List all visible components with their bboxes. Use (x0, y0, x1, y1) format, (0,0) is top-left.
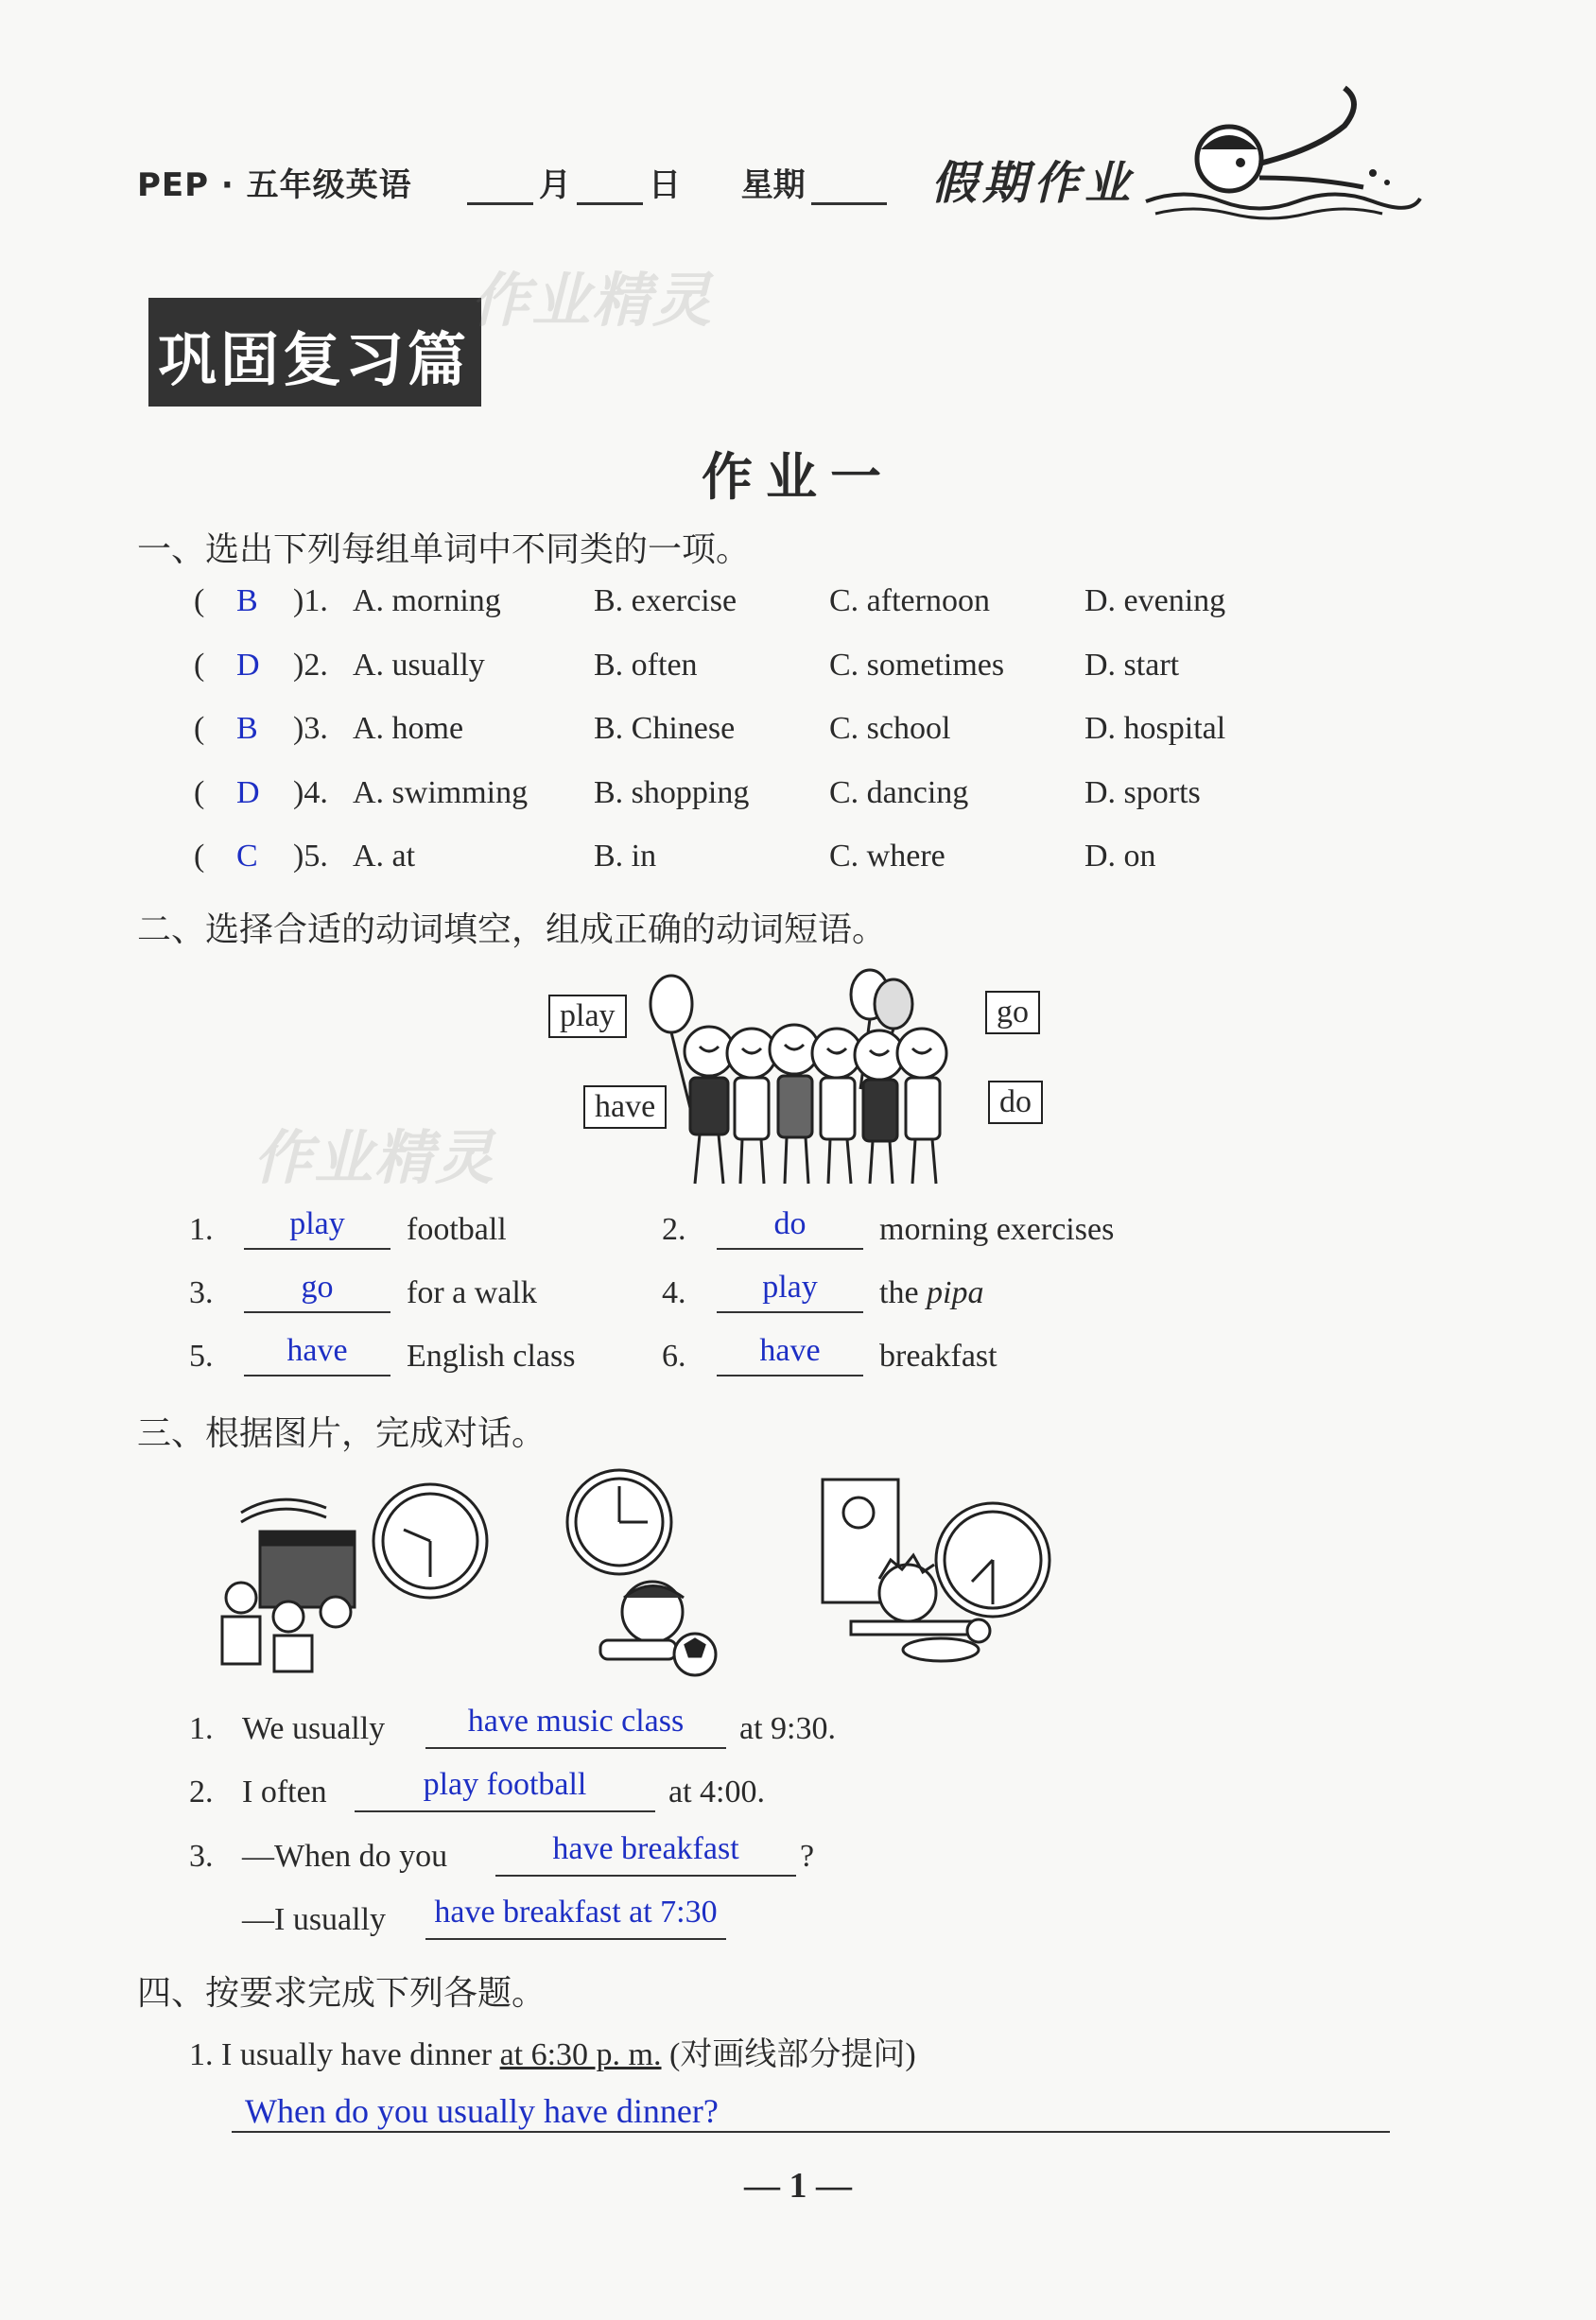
phrase-text: English class (407, 1339, 576, 1374)
option-c: C. sometimes (829, 647, 1005, 683)
answer-blank[interactable] (244, 1333, 390, 1376)
answer-blank[interactable] (244, 1270, 390, 1313)
option-a: A. home (353, 711, 464, 746)
month-blank[interactable] (467, 170, 533, 205)
music-class-illustration (203, 1475, 496, 1673)
item-number: 2. (189, 1775, 214, 1809)
question-number: )1. (293, 583, 328, 618)
option-d: D. on (1084, 839, 1156, 874)
answer-paren-open: ( (194, 711, 205, 746)
day-label: 日 (649, 166, 681, 204)
phrase-text: morning exercises (879, 1212, 1115, 1247)
football-illustration (553, 1465, 742, 1683)
item-number: 5. (189, 1339, 214, 1374)
part4-answer-line[interactable] (232, 2089, 1390, 2133)
option-a: A. usually (353, 647, 485, 683)
phrase-text: breakfast (879, 1339, 998, 1374)
option-c: C. dancing (829, 774, 969, 810)
sentence-start: I often (242, 1775, 327, 1809)
sentence-start: We usually (242, 1711, 386, 1746)
answer-choice[interactable]: D (236, 774, 260, 810)
item-number: 3. (189, 1839, 214, 1874)
brand-title: 假期作业 (931, 157, 1136, 210)
sentence-start: —I usually (242, 1902, 387, 1937)
part3-title: 三、根据图片，完成对话。 (137, 1414, 546, 1453)
question-number: )3. (293, 711, 328, 746)
watermark-2: 作业精灵 (253, 1123, 496, 1192)
verb-bubble-play: play (548, 995, 627, 1038)
series-label: PEP · 五年级英语 (137, 166, 412, 204)
homework-title: 作业一 (702, 447, 894, 507)
question-number: )4. (293, 774, 328, 810)
phrase-text: football (407, 1212, 507, 1247)
phrase-italic: pipa (927, 1275, 984, 1310)
part1-title: 一、选出下列每组单词中不同类的一项。 (137, 530, 751, 569)
phrase-text: for a walk (407, 1275, 537, 1310)
option-b: B. Chinese (594, 711, 736, 746)
answer-text: have (759, 1333, 821, 1368)
part4-q1-underlined: at 6:30 p. m. (499, 2037, 662, 2072)
answer-text: go (301, 1270, 334, 1305)
option-d: D. evening (1084, 583, 1226, 618)
answer-choice[interactable]: B (236, 583, 258, 618)
answer-paren-open: ( (194, 774, 205, 810)
answer-text: have breakfast (552, 1831, 739, 1866)
weekday-label: 星期 (740, 166, 806, 204)
option-a: A. at (353, 839, 416, 874)
item-number: 1. (189, 1711, 214, 1746)
sentence-end: ? (800, 1839, 815, 1874)
sentence-start: —When do you (242, 1839, 448, 1874)
answer-blank[interactable] (717, 1270, 863, 1313)
option-b: B. exercise (594, 583, 737, 618)
answer-text: have music class (467, 1704, 685, 1739)
answer-text: do (773, 1206, 807, 1241)
part4-answer: When do you usually have dinner? (245, 2092, 719, 2130)
answer-blank[interactable] (717, 1333, 863, 1376)
option-c: C. afternoon (829, 583, 990, 618)
option-a: A. swimming (353, 774, 529, 810)
answer-paren-open: ( (194, 583, 205, 618)
sentence-end: at 9:30. (739, 1711, 836, 1746)
answer-text: play (289, 1206, 345, 1241)
item-number: 2. (662, 1212, 686, 1247)
answer-blank[interactable] (355, 1767, 655, 1812)
answer-text: have (286, 1333, 348, 1368)
item-number: 3. (189, 1275, 214, 1310)
day-blank[interactable] (577, 170, 643, 205)
answer-blank[interactable] (495, 1831, 796, 1877)
option-b: B. in (594, 839, 657, 874)
answer-text: play (762, 1270, 818, 1305)
answer-blank[interactable] (717, 1206, 863, 1250)
option-c: C. where (829, 839, 945, 874)
answer-text: have breakfast at 7:30 (434, 1895, 718, 1930)
part4-title: 四、按要求完成下列各题。 (137, 1974, 546, 2013)
option-d: D. hospital (1084, 711, 1226, 746)
answer-paren-open: ( (194, 839, 205, 874)
watermark: 作业精灵 (471, 266, 714, 335)
answer-blank[interactable] (244, 1206, 390, 1250)
option-b: B. often (594, 647, 698, 683)
item-number: 1. (189, 1212, 214, 1247)
option-b: B. shopping (594, 774, 750, 810)
answer-text: play football (423, 1767, 587, 1802)
verb-bubble-do: do (988, 1081, 1043, 1124)
weekday-blank[interactable] (811, 170, 887, 205)
answer-blank[interactable] (425, 1704, 726, 1749)
swimmer-logo-icon (1146, 83, 1420, 225)
question-number: )5. (293, 839, 328, 874)
sentence-end: at 4:00. (668, 1775, 765, 1809)
part4-q1-instruction: (对画线部分提问) (669, 2037, 916, 2072)
item-number: 4. (662, 1275, 686, 1310)
question-number: )2. (293, 647, 328, 683)
answer-paren-open: ( (194, 647, 205, 683)
breakfast-illustration (813, 1480, 1059, 1688)
answer-choice[interactable]: D (236, 647, 260, 683)
option-a: A. morning (353, 583, 501, 618)
answer-blank[interactable] (425, 1895, 726, 1940)
answer-choice[interactable]: C (236, 839, 258, 874)
part4-q1-text: 1. I usually have dinner (189, 2037, 493, 2072)
verb-bubble-have: have (583, 1085, 667, 1129)
part2-title: 二、选择合适的动词填空，组成正确的动词短语。 (137, 910, 887, 949)
option-d: D. start (1084, 647, 1180, 683)
page-number: — 1 — (744, 2166, 852, 2206)
date-fields (461, 159, 893, 205)
answer-choice[interactable]: B (236, 711, 258, 746)
verb-bubble-go: go (985, 991, 1040, 1034)
phrase-text: the pipa (879, 1275, 984, 1310)
option-c: C. school (829, 711, 951, 746)
option-d: D. sports (1084, 774, 1201, 810)
part4-question (189, 2028, 916, 2074)
section-badge: 巩固复习篇 (148, 298, 481, 407)
item-number: 6. (662, 1339, 686, 1374)
month-label: 月 (539, 166, 571, 204)
